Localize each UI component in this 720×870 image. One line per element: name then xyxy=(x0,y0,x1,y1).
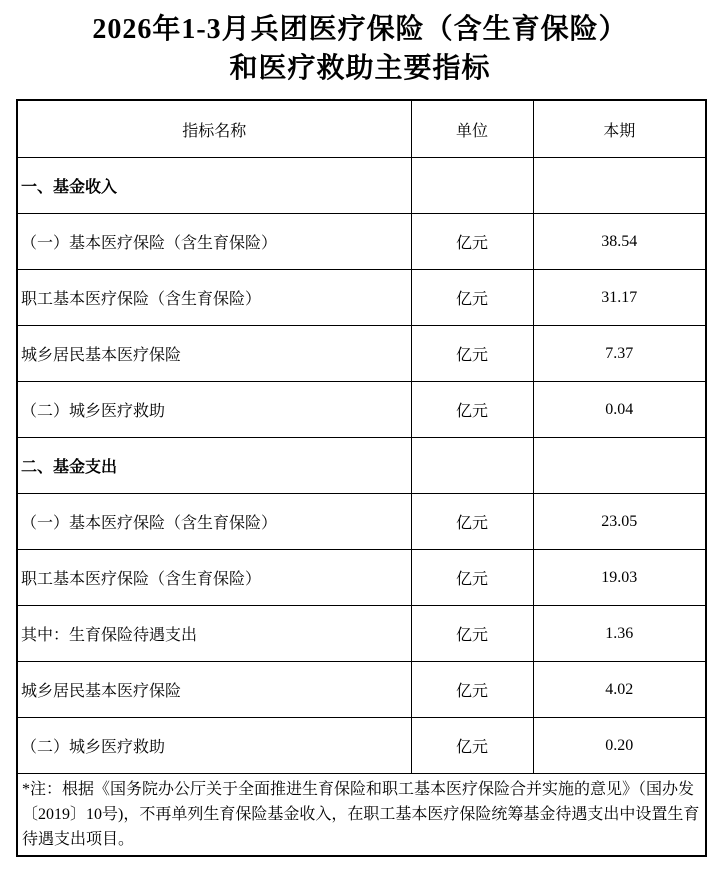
row-indicator-name: （二）城乡医疗救助 xyxy=(17,718,411,774)
row-unit: 亿元 xyxy=(411,494,533,550)
row-unit xyxy=(411,158,533,214)
row-value xyxy=(533,158,706,214)
page-title-line1: 2026年1-3月兵团医疗保险（含生育保险） xyxy=(92,14,628,45)
row-value: 7.37 xyxy=(533,326,706,382)
table-row xyxy=(17,718,706,774)
row-indicator-name: 城乡居民基本医疗保险 xyxy=(17,326,411,382)
row-indicator-name: 一、基金收入 xyxy=(17,158,411,214)
table-row xyxy=(17,382,706,438)
page-title xyxy=(0,10,720,88)
row-indicator-name: 职工基本医疗保险（含生育保险） xyxy=(17,270,411,326)
table-row xyxy=(17,606,706,662)
row-unit: 亿元 xyxy=(411,550,533,606)
col-header-indicator-name: 指标名称 xyxy=(17,100,411,158)
table-row xyxy=(17,158,706,214)
row-unit: 亿元 xyxy=(411,662,533,718)
row-indicator-name: 其中：生育保险待遇支出 xyxy=(17,606,411,662)
col-header-current-period: 本期 xyxy=(533,100,706,158)
row-value: 0.20 xyxy=(533,718,706,774)
row-indicator-name: （二）城乡医疗救助 xyxy=(17,382,411,438)
indicator-table xyxy=(16,99,707,857)
row-value xyxy=(533,438,706,494)
col-header-unit: 单位 xyxy=(411,100,533,158)
row-unit: 亿元 xyxy=(411,214,533,270)
row-unit xyxy=(411,438,533,494)
row-unit: 亿元 xyxy=(411,718,533,774)
table-row xyxy=(17,494,706,550)
row-value: 23.05 xyxy=(533,494,706,550)
row-unit: 亿元 xyxy=(411,270,533,326)
row-indicator-name: （一）基本医疗保险（含生育保险） xyxy=(17,494,411,550)
table-row xyxy=(17,550,706,606)
row-value: 31.17 xyxy=(533,270,706,326)
table-row xyxy=(17,214,706,270)
table-header xyxy=(17,100,706,158)
table-row xyxy=(17,270,706,326)
row-indicator-name: 城乡居民基本医疗保险 xyxy=(17,662,411,718)
table-body xyxy=(17,158,706,774)
row-indicator-name: 二、基金支出 xyxy=(17,438,411,494)
row-indicator-name: （一）基本医疗保险（含生育保险） xyxy=(17,214,411,270)
row-value: 4.02 xyxy=(533,662,706,718)
footnote-row xyxy=(17,774,706,857)
table-row xyxy=(17,662,706,718)
row-value: 19.03 xyxy=(533,550,706,606)
page-title-line2: 和医疗救助主要指标 xyxy=(229,53,491,84)
table-row xyxy=(17,438,706,494)
row-value: 38.54 xyxy=(533,214,706,270)
row-unit: 亿元 xyxy=(411,606,533,662)
footnote-text: *注：根据《国务院办公厅关于全面推进生育保险和职工基本医疗保险合并实施的意见》（国办发〔2019〕10号)，不再单列生育保险基金收入，在职工基本医疗保险统筹基金待遇支出中设置生育待遇支出项目。 xyxy=(17,774,706,857)
row-indicator-name: 职工基本医疗保险（含生育保险） xyxy=(17,550,411,606)
row-value: 1.36 xyxy=(533,606,706,662)
table-row xyxy=(17,326,706,382)
row-unit: 亿元 xyxy=(411,326,533,382)
row-value: 0.04 xyxy=(533,382,706,438)
row-unit: 亿元 xyxy=(411,382,533,438)
table-header-row xyxy=(17,100,706,158)
table-footer xyxy=(17,774,706,857)
